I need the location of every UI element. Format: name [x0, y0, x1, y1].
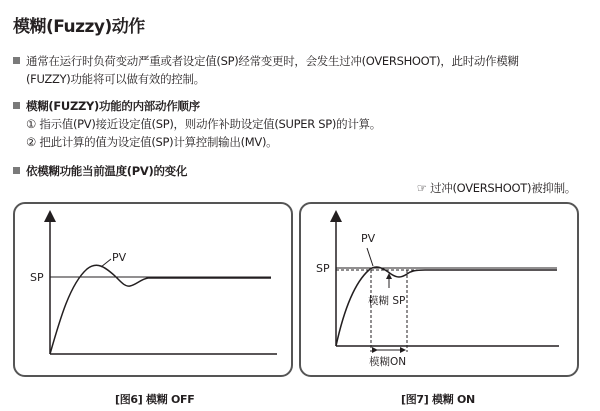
pv-curve [50, 265, 271, 354]
figure-off-caption: [图6] 模糊 OFF [115, 393, 195, 406]
figure-fuzzy-on [299, 202, 579, 377]
section-title: 模糊(Fuzzy)动作 [13, 17, 145, 37]
sp-label: SP [30, 271, 44, 284]
intro-line-2: (FUZZY)功能将可以做有效的控制。 [26, 72, 205, 86]
overshoot-note: ☞ 过冲(OVERSHOOT)被抑制。 [416, 181, 576, 195]
figure-fuzzy-off [13, 202, 293, 377]
internal-sequence-block [13, 97, 381, 151]
figure-on-graph [301, 204, 581, 379]
figure-on-caption: [图7] 模糊 ON [401, 393, 475, 406]
bullet-square-icon [13, 167, 20, 174]
bullet-square-icon [13, 102, 20, 109]
bullet-square-icon [13, 57, 20, 64]
figure-off-graph [15, 204, 295, 379]
temp-change-heading: 依模糊功能当前温度(PV)的变化 [26, 164, 188, 178]
pv-pointer [367, 248, 373, 266]
sequence-step-2: ② 把此计算的值为设定值(SP)计算控制输出(MV)。 [26, 135, 278, 149]
pv-pointer [101, 259, 111, 267]
internal-sequence-heading: 模糊(FUZZY)功能的内部动作顺序 [26, 99, 200, 113]
fuzzy-sp-label: 模糊 SP [368, 295, 406, 307]
intro-paragraph [13, 52, 519, 88]
pv-label: PV [112, 251, 127, 264]
temp-change-heading-row [13, 162, 187, 180]
sequence-step-1: ① 指示值(PV)接近设定值(SP)，则动作补助设定值(SUPER SP)的计算。 [26, 117, 381, 131]
sp-label: SP [316, 262, 330, 275]
intro-line-1: 通常在运行时负荷变动严重或者设定值(SP)经常变更时，会发生过冲(OVERSHOOT)，此时动作模糊 [26, 54, 519, 68]
pv-label: PV [361, 232, 376, 245]
fuzzy-on-label: 模糊ON [369, 356, 407, 368]
